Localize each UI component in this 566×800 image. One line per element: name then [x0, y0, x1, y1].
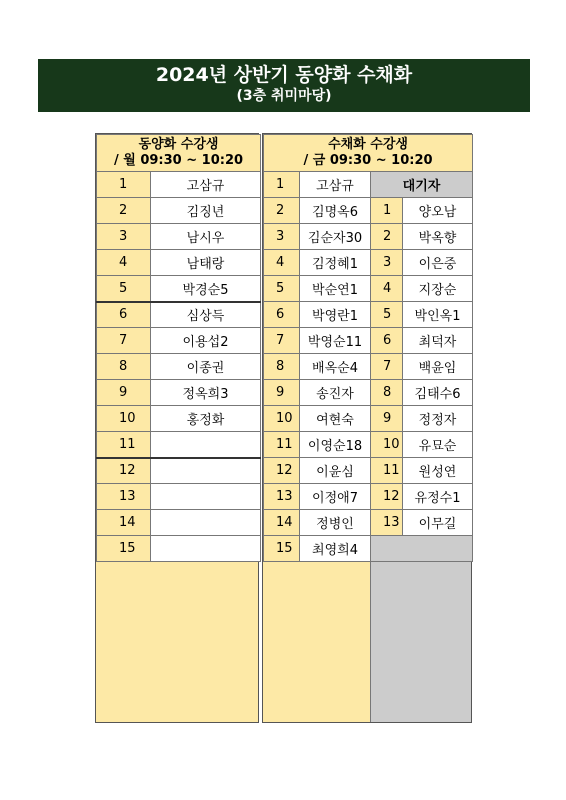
student-name — [151, 536, 261, 562]
table-row — [97, 354, 261, 380]
title-banner — [38, 59, 530, 112]
watercolor-header-title: 수채화 수강생 — [328, 137, 408, 152]
student-name — [151, 484, 261, 510]
row-number: 13 — [97, 484, 151, 510]
student-name — [151, 510, 261, 536]
student-name: 김징년 — [151, 198, 261, 224]
oriental-header-title: 동양화 수강생 — [138, 137, 219, 152]
student-name: 배옥순4 — [300, 354, 371, 380]
student-name: 박영순11 — [300, 328, 371, 354]
table-row — [97, 172, 261, 198]
waitlist-name: 정정자 — [403, 406, 473, 432]
row-number: 15 — [97, 536, 151, 562]
student-name: 최영희4 — [300, 536, 371, 562]
row-number: 14 — [97, 510, 151, 536]
waitlist-name: 이은중 — [403, 250, 473, 276]
row-number: 7 — [264, 328, 300, 354]
waitlist-name: 김태수6 — [403, 380, 473, 406]
student-name: 고삼규 — [300, 172, 371, 198]
row-number: 10 — [264, 406, 300, 432]
row-number: 8 — [264, 354, 300, 380]
waitlist-number: 10 — [371, 432, 403, 458]
student-name: 고삼규 — [151, 172, 261, 198]
table-row — [264, 328, 473, 354]
row-number: 13 — [264, 484, 300, 510]
waitlist-name: 박옥향 — [403, 224, 473, 250]
waitlist-number: 6 — [371, 328, 403, 354]
row-number: 11 — [97, 432, 151, 458]
student-name: 심상득 — [151, 302, 261, 328]
oriental-painting-header — [97, 135, 261, 172]
waitlist-number: 1 — [371, 198, 403, 224]
table-row — [97, 224, 261, 250]
table-row — [264, 276, 473, 302]
waitlist-number: 8 — [371, 380, 403, 406]
waitlist-number: 7 — [371, 354, 403, 380]
table-row — [97, 276, 261, 302]
table-row — [264, 432, 473, 458]
row-number: 4 — [264, 250, 300, 276]
row-number: 3 — [97, 224, 151, 250]
student-name: 박경순5 — [151, 276, 261, 302]
student-name: 박순연1 — [300, 276, 371, 302]
student-name: 김정혜1 — [300, 250, 371, 276]
waitlist-number: 11 — [371, 458, 403, 484]
table-row — [97, 510, 261, 536]
student-name: 이종권 — [151, 354, 261, 380]
watercolor-table — [263, 134, 473, 562]
row-number: 10 — [97, 406, 151, 432]
student-name: 이윤심 — [300, 458, 371, 484]
row-number: 12 — [97, 458, 151, 484]
row-number: 11 — [264, 432, 300, 458]
waitlist-name: 최덕자 — [403, 328, 473, 354]
watercolor-header — [264, 135, 473, 172]
student-name: 김순자30 — [300, 224, 371, 250]
row-number: 4 — [97, 250, 151, 276]
waitlist-empty-area — [370, 550, 471, 722]
student-name: 여현숙 — [300, 406, 371, 432]
table-row — [264, 380, 473, 406]
table-row — [97, 198, 261, 224]
waitlist-name: 백윤임 — [403, 354, 473, 380]
waitlist-number: 13 — [371, 510, 403, 536]
table-row — [97, 432, 261, 458]
student-name: 박영란1 — [300, 302, 371, 328]
table-row — [97, 380, 261, 406]
student-name: 김명옥6 — [300, 198, 371, 224]
student-name: 이정애7 — [300, 484, 371, 510]
waitlist-number: 12 — [371, 484, 403, 510]
table-row — [97, 250, 261, 276]
page-subtitle: (3층 취미마당) — [236, 88, 332, 104]
row-number: 6 — [97, 302, 151, 328]
waitlist-number: 3 — [371, 250, 403, 276]
watercolor-header-schedule: / 금 09:30 ~ 10:20 — [303, 153, 433, 168]
waitlist-number: 2 — [371, 224, 403, 250]
student-name: 송진자 — [300, 380, 371, 406]
waitlist-number: 5 — [371, 302, 403, 328]
table-row — [97, 458, 261, 484]
row-number: 2 — [264, 198, 300, 224]
row-number: 7 — [97, 328, 151, 354]
student-name: 남시우 — [151, 224, 261, 250]
waitlist-name: 이무길 — [403, 510, 473, 536]
table-row — [264, 224, 473, 250]
waitlist-number: 9 — [371, 406, 403, 432]
waitlist-name: 유정수1 — [403, 484, 473, 510]
row-number: 5 — [264, 276, 300, 302]
waitlist-name: 박인옥1 — [403, 302, 473, 328]
oriental-painting-table — [96, 134, 261, 562]
row-number: 14 — [264, 510, 300, 536]
waitlist-number: 4 — [371, 276, 403, 302]
student-name — [151, 458, 261, 484]
waitlist-name: 양오남 — [403, 198, 473, 224]
table-row — [264, 172, 473, 198]
student-name: 정병인 — [300, 510, 371, 536]
row-number: 9 — [97, 380, 151, 406]
table-row — [264, 484, 473, 510]
student-name: 이영순18 — [300, 432, 371, 458]
waitlist-header: 대기자 — [371, 172, 473, 198]
row-number: 9 — [264, 380, 300, 406]
table-row — [97, 536, 261, 562]
waitlist-name: 원성연 — [403, 458, 473, 484]
table-row — [97, 484, 261, 510]
student-name: 정옥희3 — [151, 380, 261, 406]
table-row — [264, 198, 473, 224]
oriental-painting-panel — [95, 133, 259, 723]
table-row — [97, 328, 261, 354]
row-number: 5 — [97, 276, 151, 302]
oriental-header-schedule: / 월 09:30 ~ 10:20 — [113, 153, 244, 168]
table-row — [264, 536, 473, 562]
student-name: 남태랑 — [151, 250, 261, 276]
table-row — [264, 406, 473, 432]
table-row — [264, 250, 473, 276]
row-number: 1 — [264, 172, 300, 198]
table-row — [264, 302, 473, 328]
waitlist-name: 유묘순 — [403, 432, 473, 458]
row-number: 1 — [97, 172, 151, 198]
table-row — [97, 406, 261, 432]
table-row — [97, 302, 261, 328]
page-title: 2024년 상반기 동양화 수채화 — [155, 64, 413, 86]
table-row — [264, 458, 473, 484]
row-number: 2 — [97, 198, 151, 224]
waitlist-empty-cell — [371, 536, 473, 562]
student-name — [151, 432, 261, 458]
row-number: 8 — [97, 354, 151, 380]
row-number: 6 — [264, 302, 300, 328]
table-row — [264, 510, 473, 536]
watercolor-panel — [262, 133, 472, 723]
student-name: 이용섭2 — [151, 328, 261, 354]
table-row — [264, 354, 473, 380]
waitlist-name: 지장순 — [403, 276, 473, 302]
row-number: 3 — [264, 224, 300, 250]
row-number: 15 — [264, 536, 300, 562]
row-number: 12 — [264, 458, 300, 484]
student-name: 홍정화 — [151, 406, 261, 432]
